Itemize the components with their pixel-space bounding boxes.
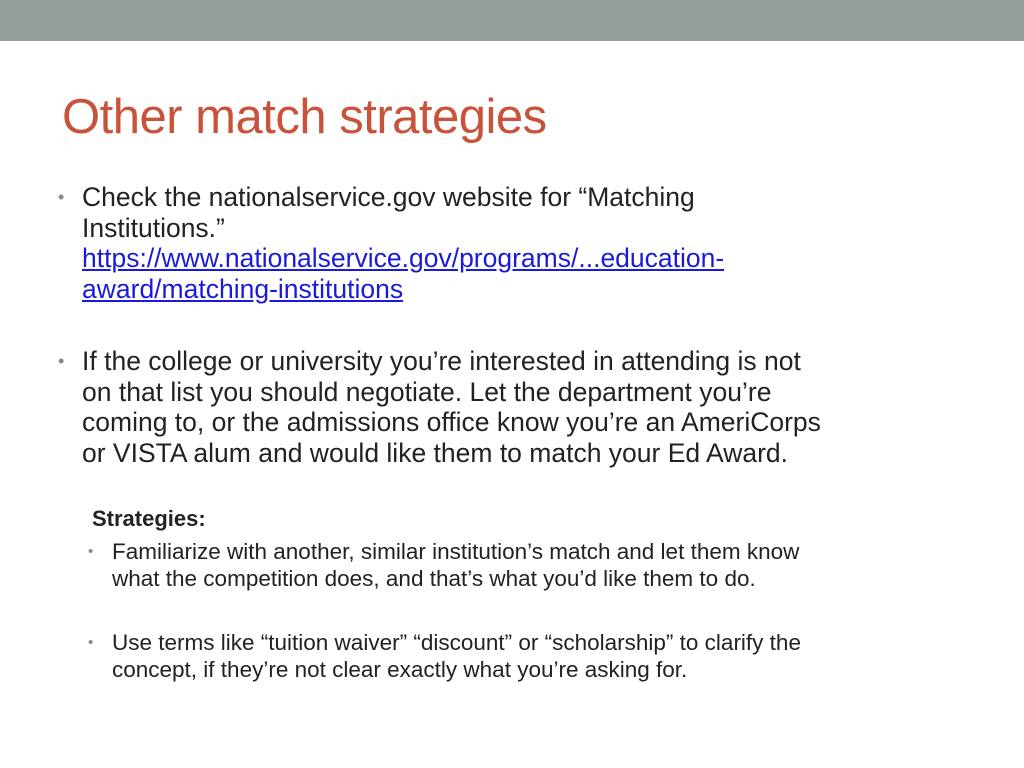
strategy-item-use-terms [88,630,968,686]
bullet-text [82,182,724,304]
bullet-icon: • [58,187,65,207]
slide-title: Other match strategies [62,90,547,144]
strategy-text-line: what the competition does, and that’s what you’d like them to do. [112,565,756,591]
bullet-negotiate [58,346,978,470]
link-text-line[interactable]: award/matching-institutions [82,273,404,304]
strategy-text-line: Use terms like “tuition waiver” “discount” or “scholarship” to clarify the [112,630,801,655]
bullet-text-line: coming to, or the admissions office know you’re an AmeriCorps [82,407,821,437]
bullet-text-line: or VISTA alum and would like them to match your Ed Award. [82,437,789,468]
strategy-text-line: concept, if they’re not clear exactly what you’re asking for. [112,656,688,682]
bullet-icon: • [58,351,65,371]
link-text-line[interactable]: https://www.nationalservice.gov/programs/...education- [82,243,725,273]
bullet-text-line: If the college or university you’re interested in attending is not [82,346,801,376]
bullet-text-line: on that list you should negotiate. Let the department you’re [82,376,772,407]
bullet-text [82,346,821,468]
bullet-icon: • [88,543,94,560]
top-accent-bar [0,0,1024,41]
strategy-text-line: Familiarize with another, similar institution’s match and let them know [112,539,800,564]
strategies-heading: Strategies: [92,506,206,531]
bullet-matching-institutions [58,182,958,306]
bullet-text-line: Check the nationalservice.gov website for “Matching [82,182,695,212]
bullet-text-line: Institutions.” [82,212,225,243]
bullet-icon: • [88,634,94,651]
matching-institutions-link[interactable] [82,243,724,304]
strategy-item-familiarize [88,539,968,595]
strategy-text [112,539,799,592]
strategy-text [112,630,801,683]
